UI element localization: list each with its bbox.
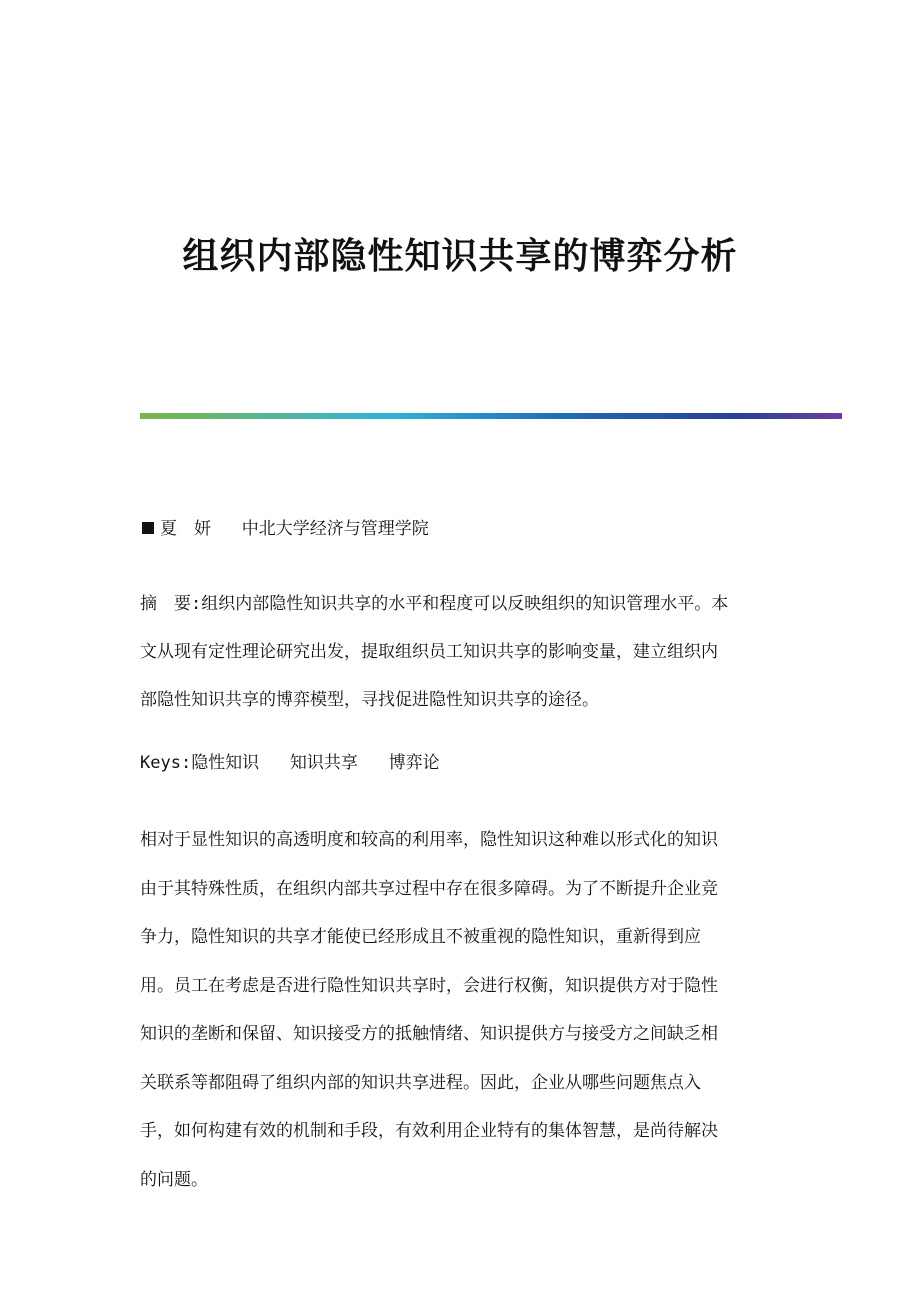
keywords-line	[140, 748, 440, 773]
author-affiliation: 中北大学经济与管理学院	[241, 519, 429, 539]
body-line: 知识的垄断和保留、知识接受方的抵触情绪、知识提供方与接受方之间缺乏相	[140, 1024, 718, 1044]
abstract-label: 摘 要:	[140, 594, 202, 614]
title-divider	[140, 413, 842, 419]
author-line	[142, 514, 429, 539]
abstract-line: 文从现有定性理论研究出发，提取组织员工知识共享的影响变量，建立组织内	[140, 642, 718, 662]
page-title: 组织内部隐性知识共享的博弈分析	[182, 235, 738, 277]
body-line: 手，如何构建有效的机制和手段，有效利用企业特有的集体智慧，是尚待解决	[140, 1121, 718, 1141]
abstract	[140, 580, 782, 724]
square-bullet-icon	[142, 522, 154, 534]
body-line: 争力，隐性知识的共享才能使已经形成且不被重视的隐性知识，重新得到应	[140, 927, 701, 947]
body-line: 关联系等都阻碍了组织内部的知识共享进程。因此，企业从哪些问题焦点入	[140, 1072, 701, 1093]
body-line: 相对于显性知识的高透明度和较高的利用率，隐性知识这种难以形式化的知识	[140, 830, 718, 850]
body-paragraph	[140, 816, 782, 1204]
keyword: 知识共享	[289, 753, 358, 773]
keyword: 隐性知识	[191, 753, 260, 773]
body-line: 用。员工在考虑是否进行隐性知识共享时，会进行权衡，知识提供方对于隐性	[140, 975, 718, 996]
abstract-line: 部隐性知识共享的博弈模型，寻找促进隐性知识共享的途径。	[140, 690, 599, 710]
body-line: 的问题。	[140, 1169, 208, 1190]
abstract-line: 摘 要:组织内部隐性知识共享的水平和程度可以反映组织的知识管理水平。本	[140, 594, 729, 614]
keyword: 博弈论	[388, 753, 440, 773]
body-line: 由于其特殊性质，在组织内部共享过程中存在很多障碍。为了不断提升企业竞	[140, 878, 718, 899]
keywords-label: Keys:	[140, 753, 192, 773]
author-name: 夏 妍	[160, 519, 211, 539]
